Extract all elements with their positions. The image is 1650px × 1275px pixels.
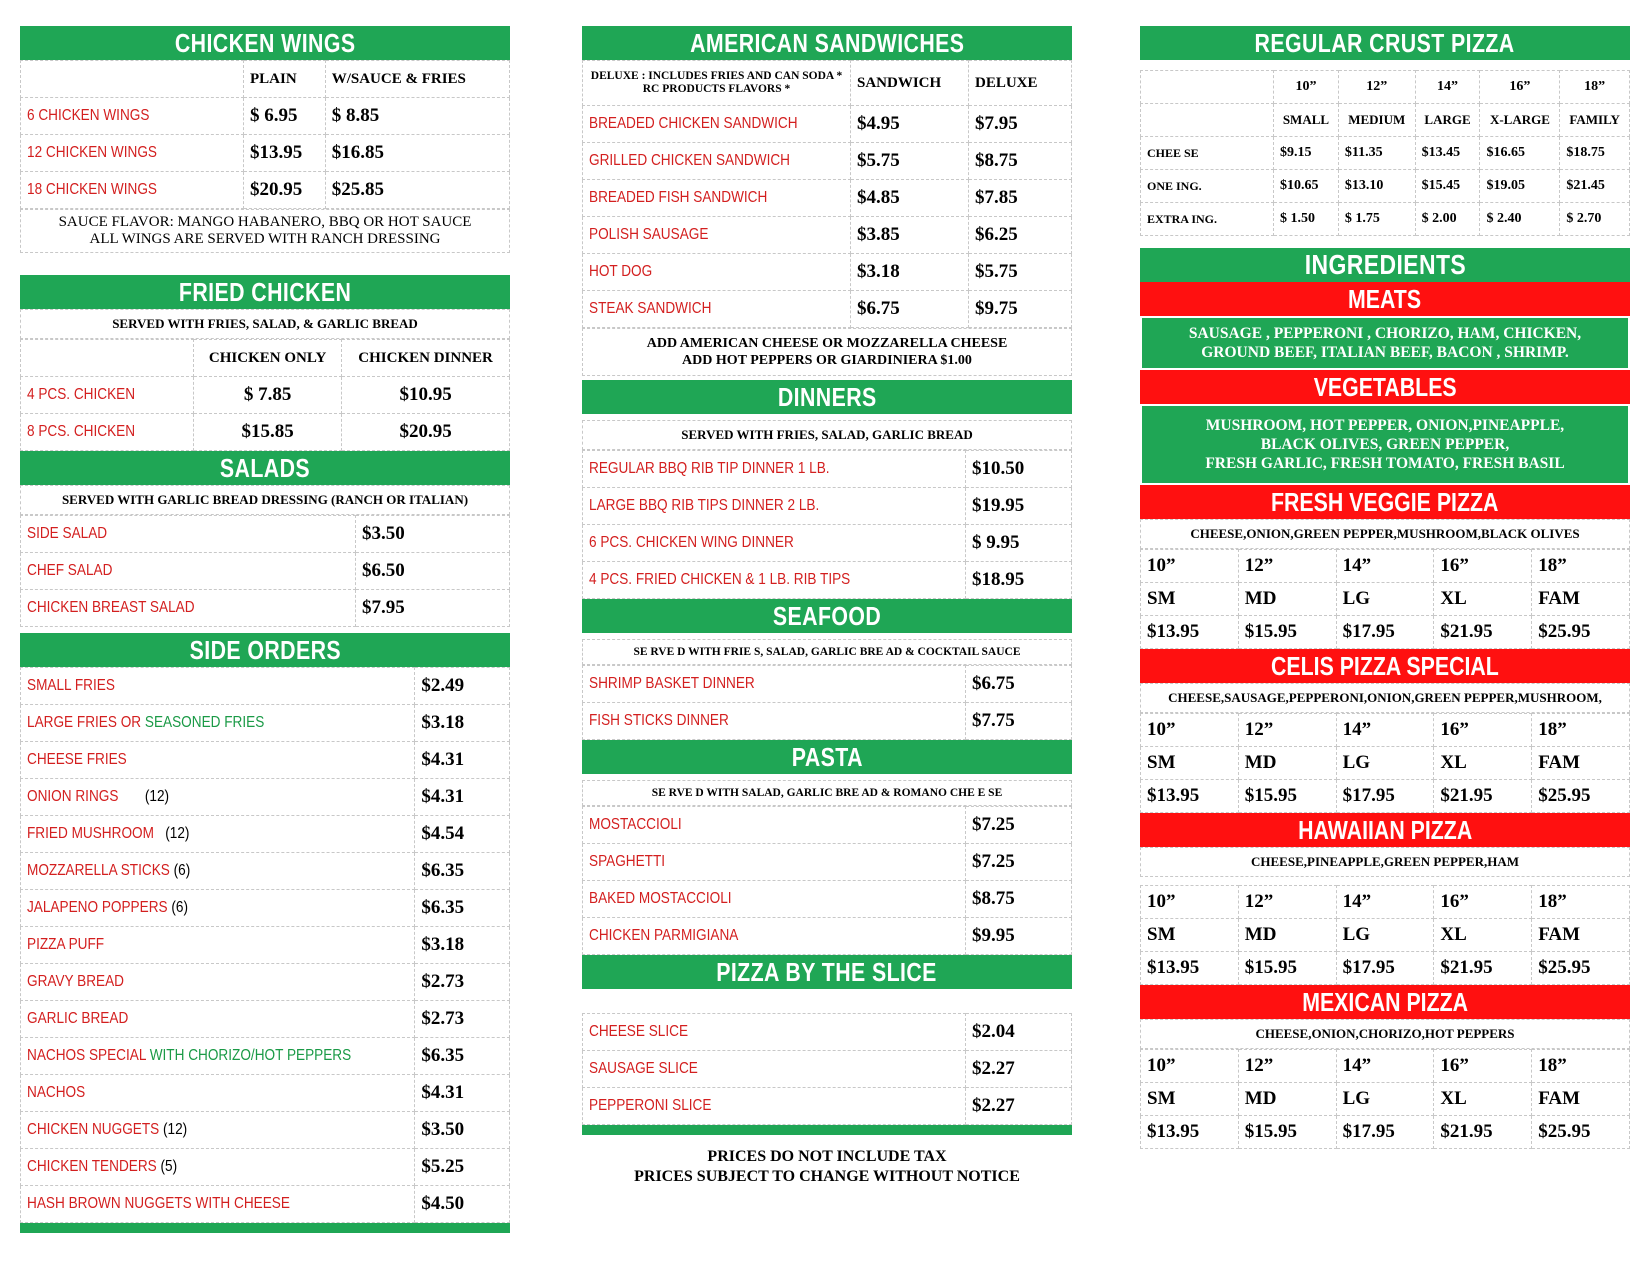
pizza-price: $9.15 bbox=[1274, 137, 1339, 170]
size-name: FAM bbox=[1532, 919, 1630, 952]
table-row bbox=[583, 881, 1072, 918]
menu-item-name: ONION RINGS (12) bbox=[21, 779, 415, 816]
pizza-description: CHEESE,PINEAPPLE,GREEN PEPPER,HAM bbox=[1140, 847, 1630, 877]
menu-item-price: $4.50 bbox=[415, 1186, 510, 1223]
table-row bbox=[583, 918, 1072, 955]
table-row bbox=[583, 525, 1072, 562]
pizza-price: $13.95 bbox=[1141, 780, 1239, 813]
size-label: 10” bbox=[1141, 550, 1239, 583]
table-row bbox=[21, 414, 510, 451]
table-row bbox=[21, 1075, 510, 1112]
pizza-price: $ 1.75 bbox=[1338, 203, 1415, 236]
chicken-wings-header: CHICKEN WINGS bbox=[20, 26, 510, 60]
table-row bbox=[583, 703, 1072, 740]
size-name: LARGE bbox=[1415, 104, 1480, 137]
size-name: LG bbox=[1336, 583, 1434, 616]
menu-item-name: LARGE BBQ RIB TIPS DINNER 2 LB. bbox=[583, 488, 966, 525]
pizza-price: $10.65 bbox=[1274, 170, 1339, 203]
size-label: 16” bbox=[1434, 886, 1532, 919]
size-label: 18” bbox=[1560, 71, 1630, 104]
size-name: MD bbox=[1238, 1083, 1336, 1116]
sandwiches-table bbox=[582, 60, 1072, 328]
celis-pizza-special-header: CELIS PIZZA SPECIAL bbox=[1140, 649, 1630, 683]
celis-price-grid bbox=[1140, 713, 1630, 813]
menu-item-name: FISH STICKS DINNER bbox=[583, 703, 966, 740]
size-label: 14” bbox=[1336, 714, 1434, 747]
table-row bbox=[21, 135, 510, 172]
size-name: LG bbox=[1336, 747, 1434, 780]
table-row bbox=[583, 254, 1072, 291]
pizza-price: $13.45 bbox=[1415, 137, 1480, 170]
menu-item-price: $3.18 bbox=[415, 705, 510, 742]
menu-item-price: $7.75 bbox=[966, 703, 1072, 740]
slice-table bbox=[582, 1013, 1072, 1125]
size-name: LG bbox=[1336, 1083, 1434, 1116]
menu-item-price: $7.25 bbox=[966, 807, 1072, 844]
pizza-description: CHEESE,SAUSAGE,PEPPERONI,ONION,GREEN PEPPER,MUSHROOM, bbox=[1140, 683, 1630, 713]
menu-item-name: FRIED MUSHROOM (12) bbox=[21, 816, 415, 853]
col-deluxe: DELUXE bbox=[969, 61, 1072, 106]
menu-item-name: SHRIMP BASKET DINNER bbox=[583, 666, 966, 703]
salads-header: SALADS bbox=[20, 451, 510, 485]
sandwich-add-ons: ADD AMERICAN CHEESE OR MOZZARELLA CHEESE ADD HOT PEPPERS OR GIARDINIERA $1.00 bbox=[582, 328, 1072, 376]
hawaiian-pizza-header: HAWAIIAN PIZZA bbox=[1140, 813, 1630, 847]
size-name: SM bbox=[1141, 747, 1239, 780]
size-label: 14” bbox=[1415, 71, 1480, 104]
menu-item-name: HOT DOG bbox=[583, 254, 851, 291]
table-row bbox=[1141, 137, 1630, 170]
pasta-header: PASTA bbox=[582, 740, 1072, 774]
menu-item-price: $ 7.85 bbox=[194, 377, 342, 414]
menu-item-price: $5.75 bbox=[851, 143, 969, 180]
american-sandwiches-header: AMERICAN SANDWICHES bbox=[582, 26, 1072, 60]
menu-item-name: 4 PCS. FRIED CHICKEN & 1 LB. RIB TIPS bbox=[583, 562, 966, 599]
table-row bbox=[21, 705, 510, 742]
menu-item-price: $6.75 bbox=[966, 666, 1072, 703]
pizza-price: $25.95 bbox=[1532, 1116, 1630, 1149]
regular-crust-pizza-header: REGULAR CRUST PIZZA bbox=[1140, 26, 1630, 60]
menu-item-price: $18.95 bbox=[966, 562, 1072, 599]
pizza-by-slice-header: PIZZA BY THE SLICE bbox=[582, 955, 1072, 989]
size-name: XL bbox=[1434, 919, 1532, 952]
menu-item-price: $7.25 bbox=[966, 844, 1072, 881]
seafood-header: SEAFOOD bbox=[582, 599, 1072, 633]
pizza-row-label: ONE ING. bbox=[1141, 170, 1274, 203]
size-name: XL bbox=[1434, 1083, 1532, 1116]
size-label: 16” bbox=[1434, 1050, 1532, 1083]
table-row bbox=[583, 666, 1072, 703]
size-name: MD bbox=[1238, 747, 1336, 780]
table-row bbox=[21, 1149, 510, 1186]
ingredients-header: INGREDIENTS bbox=[1140, 248, 1630, 282]
pizza-price: $16.65 bbox=[1480, 137, 1560, 170]
menu-item-price: $20.95 bbox=[342, 414, 510, 451]
menu-item-price: $6.75 bbox=[851, 291, 969, 328]
fresh-veggie-price-grid bbox=[1140, 549, 1630, 649]
menu-item-name: NACHOS SPECIAL WITH CHORIZO/HOT PEPPERS bbox=[21, 1038, 415, 1075]
table-row bbox=[21, 1038, 510, 1075]
menu-item-price: $6.50 bbox=[356, 553, 510, 590]
menu-item-name: 8 PCS. CHICKEN bbox=[21, 414, 194, 451]
menu-item-name: SPAGHETTI bbox=[583, 844, 966, 881]
pizza-price: $ 2.40 bbox=[1480, 203, 1560, 236]
menu-item-price: $2.27 bbox=[966, 1088, 1072, 1125]
menu-item-price: $5.75 bbox=[969, 254, 1072, 291]
pizza-price: $21.45 bbox=[1560, 170, 1630, 203]
fried-chicken-header: FRIED CHICKEN bbox=[20, 275, 510, 309]
table-row bbox=[583, 562, 1072, 599]
size-label: 12” bbox=[1238, 714, 1336, 747]
menu-item-price: $3.50 bbox=[415, 1112, 510, 1149]
salads-note: SERVED WITH GARLIC BREAD DRESSING (RANCH OR ITALIAN) bbox=[20, 485, 510, 515]
vegetables-header: VEGETABLES bbox=[1140, 370, 1630, 404]
size-label: 16” bbox=[1434, 714, 1532, 747]
menu-item-name: POLISH SAUSAGE bbox=[583, 217, 851, 254]
vegetables-list: MUSHROOM, HOT PEPPER, ONION,PINEAPPLE, BLACK OLIVES, GREEN PEPPER, FRESH GARLIC, FRESH TOMATO, FRESH BASIL bbox=[1142, 406, 1628, 483]
menu-item-price: $3.50 bbox=[356, 516, 510, 553]
col-sandwich: SANDWICH bbox=[851, 61, 969, 106]
menu-item-price: $2.04 bbox=[966, 1014, 1072, 1051]
size-label: 12” bbox=[1238, 886, 1336, 919]
table-row bbox=[583, 1014, 1072, 1051]
size-label: 18” bbox=[1532, 1050, 1630, 1083]
table-row bbox=[21, 377, 510, 414]
pizza-price: $13.10 bbox=[1338, 170, 1415, 203]
pizza-price: $ 2.70 bbox=[1560, 203, 1630, 236]
menu-item-price: $16.85 bbox=[325, 135, 509, 172]
table-row bbox=[583, 807, 1072, 844]
deluxe-note: DELUXE : INCLUDES FRIES AND CAN SODA * RC PRODUCTS FLAVORS * bbox=[583, 61, 851, 106]
menu-item-price: $5.25 bbox=[415, 1149, 510, 1186]
size-name: FAM bbox=[1532, 1083, 1630, 1116]
size-name: FAM bbox=[1532, 747, 1630, 780]
menu-item-price: $ 6.95 bbox=[244, 98, 326, 135]
table-row bbox=[21, 98, 510, 135]
menu-item-price: $6.35 bbox=[415, 890, 510, 927]
pizza-price: $15.95 bbox=[1238, 780, 1336, 813]
menu-item-price: $6.25 bbox=[969, 217, 1072, 254]
menu-item-price: $25.85 bbox=[325, 172, 509, 209]
menu-item-price: $7.95 bbox=[356, 590, 510, 627]
left-column bbox=[20, 26, 510, 1233]
table-row bbox=[583, 180, 1072, 217]
table-row bbox=[583, 291, 1072, 328]
menu-item-name: CHICKEN TENDERS (5) bbox=[21, 1149, 415, 1186]
menu-item-price: $4.85 bbox=[851, 180, 969, 217]
pizza-price: $15.95 bbox=[1238, 952, 1336, 985]
meats-list: SAUSAGE , PEPPERONI , CHORIZO, HAM, CHICKEN, GROUND BEEF, ITALIAN BEEF, BACON , SHRIMP. bbox=[1142, 318, 1628, 368]
dinners-table bbox=[582, 450, 1072, 599]
menu-item-name: REGULAR BBQ RIB TIP DINNER 1 LB. bbox=[583, 451, 966, 488]
price-disclaimer: PRICES DO NOT INCLUDE TAX PRICES SUBJECT TO CHANGE WITHOUT NOTICE bbox=[634, 1148, 1020, 1185]
size-name: MD bbox=[1238, 583, 1336, 616]
menu-item-name: GRAVY BREAD bbox=[21, 964, 415, 1001]
menu-item-name: CHEF SALAD bbox=[21, 553, 356, 590]
pizza-price: $21.95 bbox=[1434, 616, 1532, 649]
section-divider bbox=[582, 1125, 1072, 1135]
menu-item-price: $4.54 bbox=[415, 816, 510, 853]
table-row bbox=[21, 1186, 510, 1223]
menu-item-price: $3.85 bbox=[851, 217, 969, 254]
menu-item-price: $10.50 bbox=[966, 451, 1072, 488]
pizza-price: $ 2.00 bbox=[1415, 203, 1480, 236]
col-plain: PLAIN bbox=[244, 61, 326, 98]
middle-column bbox=[582, 26, 1072, 1187]
seafood-note: SE RVE D WITH FRIE S, SALAD, GARLIC BRE AD & COCKTAIL SAUCE bbox=[582, 639, 1072, 665]
menu-item-price: $9.95 bbox=[966, 918, 1072, 955]
size-label: 12” bbox=[1238, 550, 1336, 583]
menu-item-name: CHICKEN BREAST SALAD bbox=[21, 590, 356, 627]
menu-item-name: CHICKEN NUGGETS (12) bbox=[21, 1112, 415, 1149]
menu-item-name: MOZZARELLA STICKS (6) bbox=[21, 853, 415, 890]
regular-pizza-table bbox=[1140, 70, 1630, 236]
menu-item-price: $7.85 bbox=[969, 180, 1072, 217]
menu-item-name: BREADED FISH SANDWICH bbox=[583, 180, 851, 217]
fresh-veggie-pizza-header: FRESH VEGGIE PIZZA bbox=[1140, 485, 1630, 519]
menu-item-name: 6 PCS. CHICKEN WING DINNER bbox=[583, 525, 966, 562]
size-name: FAM bbox=[1532, 583, 1630, 616]
size-name: FAMILY bbox=[1560, 104, 1630, 137]
pizza-price: $17.95 bbox=[1336, 616, 1434, 649]
menu-item-price: $20.95 bbox=[244, 172, 326, 209]
size-label: 18” bbox=[1532, 886, 1630, 919]
menu-item-price: $2.73 bbox=[415, 964, 510, 1001]
menu-item-price: $13.95 bbox=[244, 135, 326, 172]
pizza-price: $15.45 bbox=[1415, 170, 1480, 203]
menu-item-price: $2.73 bbox=[415, 1001, 510, 1038]
menu-item-name: SAUSAGE SLICE bbox=[583, 1051, 966, 1088]
size-name: MEDIUM bbox=[1338, 104, 1415, 137]
table-row bbox=[21, 516, 510, 553]
menu-item-price: $4.31 bbox=[415, 1075, 510, 1112]
size-label: 14” bbox=[1336, 886, 1434, 919]
size-name: SM bbox=[1141, 583, 1239, 616]
menu-item-price: $8.75 bbox=[966, 881, 1072, 918]
mexican-price-grid bbox=[1140, 1049, 1630, 1149]
pizza-row-label: EXTRA ING. bbox=[1141, 203, 1274, 236]
menu-item-name: MOSTACCIOLI bbox=[583, 807, 966, 844]
size-name: SM bbox=[1141, 1083, 1239, 1116]
menu-item-price: $ 9.95 bbox=[966, 525, 1072, 562]
pizza-price: $21.95 bbox=[1434, 952, 1532, 985]
size-name: XL bbox=[1434, 583, 1532, 616]
section-divider bbox=[20, 1223, 510, 1233]
menu-item-price: $6.35 bbox=[415, 1038, 510, 1075]
menu-item-price: $7.95 bbox=[969, 106, 1072, 143]
dinners-note: SERVED WITH FRIES, SALAD, GARLIC BREAD bbox=[582, 420, 1072, 450]
pizza-price: $11.35 bbox=[1338, 137, 1415, 170]
table-row bbox=[1141, 170, 1630, 203]
side-orders-header: SIDE ORDERS bbox=[20, 633, 510, 667]
table-row bbox=[583, 488, 1072, 525]
menu-item-price: $4.31 bbox=[415, 742, 510, 779]
fried-chicken-note: SERVED WITH FRIES, SALAD, & GARLIC BREAD bbox=[20, 309, 510, 339]
pizza-price: $15.95 bbox=[1238, 1116, 1336, 1149]
seafood-table bbox=[582, 665, 1072, 740]
pasta-note: SE RVE D WITH SALAD, GARLIC BRE AD & ROMANO CHE E SE bbox=[582, 780, 1072, 806]
pizza-price: $25.95 bbox=[1532, 780, 1630, 813]
pizza-price: $13.95 bbox=[1141, 616, 1239, 649]
table-row bbox=[583, 1051, 1072, 1088]
pizza-row-label: CHEE SE bbox=[1141, 137, 1274, 170]
menu-item-price: $4.31 bbox=[415, 779, 510, 816]
table-row bbox=[583, 143, 1072, 180]
table-row bbox=[21, 742, 510, 779]
table-row bbox=[21, 779, 510, 816]
pizza-description: CHEESE,ONION,CHORIZO,HOT PEPPERS bbox=[1140, 1019, 1630, 1049]
size-name: XL bbox=[1434, 747, 1532, 780]
menu-item-price: $2.49 bbox=[415, 668, 510, 705]
table-row bbox=[1141, 203, 1630, 236]
size-name: SM bbox=[1141, 919, 1239, 952]
pizza-price: $13.95 bbox=[1141, 952, 1239, 985]
menu-item-name: SIDE SALAD bbox=[21, 516, 356, 553]
table-row bbox=[21, 816, 510, 853]
pizza-price: $17.95 bbox=[1336, 952, 1434, 985]
pizza-price: $13.95 bbox=[1141, 1116, 1239, 1149]
table-row bbox=[21, 172, 510, 209]
table-row bbox=[583, 1088, 1072, 1125]
menu-item-price: $ 8.85 bbox=[325, 98, 509, 135]
menu-item-name: 4 PCS. CHICKEN bbox=[21, 377, 194, 414]
menu-item-price: $6.35 bbox=[415, 853, 510, 890]
table-row bbox=[21, 668, 510, 705]
table-row bbox=[21, 853, 510, 890]
pasta-table bbox=[582, 806, 1072, 955]
size-name: LG bbox=[1336, 919, 1434, 952]
size-label: 12” bbox=[1238, 1050, 1336, 1083]
menu-item-name: 6 CHICKEN WINGS bbox=[21, 98, 244, 135]
menu-item-price: $10.95 bbox=[342, 377, 510, 414]
pizza-price: $19.05 bbox=[1480, 170, 1560, 203]
table-row bbox=[21, 1112, 510, 1149]
wings-note: SAUCE FLAVOR: MANGO HABANERO, BBQ OR HOT SAUCE ALL WINGS ARE SERVED WITH RANCH DRESSING bbox=[20, 209, 510, 253]
menu-item-price: $19.95 bbox=[966, 488, 1072, 525]
size-label: 10” bbox=[1141, 1050, 1239, 1083]
pizza-price: $21.95 bbox=[1434, 1116, 1532, 1149]
pizza-price: $17.95 bbox=[1336, 780, 1434, 813]
fried-chicken-table bbox=[20, 339, 510, 451]
pizza-price: $17.95 bbox=[1336, 1116, 1434, 1149]
menu-item-price: $3.18 bbox=[851, 254, 969, 291]
size-label: 14” bbox=[1336, 550, 1434, 583]
menu-item-name: LARGE FRIES OR SEASONED FRIES bbox=[21, 705, 415, 742]
pizza-price: $ 1.50 bbox=[1274, 203, 1339, 236]
menu-item-price: $15.85 bbox=[194, 414, 342, 451]
pizza-description: CHEESE,ONION,GREEN PEPPER,MUSHROOM,BLACK OLIVES bbox=[1140, 519, 1630, 549]
table-row bbox=[21, 890, 510, 927]
menu-item-name: GARLIC BREAD bbox=[21, 1001, 415, 1038]
menu-item-price: $4.95 bbox=[851, 106, 969, 143]
hawaiian-price-grid bbox=[1140, 885, 1630, 985]
pizza-price: $18.75 bbox=[1560, 137, 1630, 170]
right-column bbox=[1140, 26, 1630, 1149]
chicken-wings-table bbox=[20, 60, 510, 209]
table-row bbox=[21, 964, 510, 1001]
menu-item-name: STEAK SANDWICH bbox=[583, 291, 851, 328]
side-orders-table bbox=[20, 667, 510, 1223]
table-row bbox=[583, 217, 1072, 254]
table-row bbox=[583, 844, 1072, 881]
size-name: MD bbox=[1238, 919, 1336, 952]
menu-item-price: $2.27 bbox=[966, 1051, 1072, 1088]
pizza-price: $25.95 bbox=[1532, 616, 1630, 649]
table-row bbox=[21, 590, 510, 627]
size-label: 10” bbox=[1141, 714, 1239, 747]
size-label: 10” bbox=[1274, 71, 1339, 104]
table-row bbox=[21, 553, 510, 590]
menu-item-name: BAKED MOSTACCIOLI bbox=[583, 881, 966, 918]
salads-table bbox=[20, 515, 510, 627]
col-chicken-dinner: CHICKEN DINNER bbox=[342, 340, 510, 377]
pizza-price: $21.95 bbox=[1434, 780, 1532, 813]
pizza-price: $25.95 bbox=[1532, 952, 1630, 985]
size-name: SMALL bbox=[1274, 104, 1339, 137]
size-label: 12” bbox=[1338, 71, 1415, 104]
table-row bbox=[583, 106, 1072, 143]
size-label: 16” bbox=[1434, 550, 1532, 583]
menu-item-name: SMALL FRIES bbox=[21, 668, 415, 705]
table-row bbox=[583, 451, 1072, 488]
menu-item-name: PIZZA PUFF bbox=[21, 927, 415, 964]
size-label: 10” bbox=[1141, 886, 1239, 919]
menu-item-price: $3.18 bbox=[415, 927, 510, 964]
size-name: X-LARGE bbox=[1480, 104, 1560, 137]
menu-item-name: 18 CHICKEN WINGS bbox=[21, 172, 244, 209]
table-row bbox=[21, 927, 510, 964]
menu-item-price: $9.75 bbox=[969, 291, 1072, 328]
menu-item-price: $8.75 bbox=[969, 143, 1072, 180]
mexican-pizza-header: MEXICAN PIZZA bbox=[1140, 985, 1630, 1019]
menu-item-name: BREADED CHICKEN SANDWICH bbox=[583, 106, 851, 143]
menu-item-name: CHEESE SLICE bbox=[583, 1014, 966, 1051]
menu-item-name: NACHOS bbox=[21, 1075, 415, 1112]
table-row bbox=[21, 1001, 510, 1038]
size-label: 14” bbox=[1336, 1050, 1434, 1083]
menu-item-name: JALAPENO POPPERS (6) bbox=[21, 890, 415, 927]
menu-item-name: CHICKEN PARMIGIANA bbox=[583, 918, 966, 955]
col-sauce-fries: W/SAUCE & FRIES bbox=[325, 61, 509, 98]
menu-item-name: HASH BROWN NUGGETS WITH CHEESE bbox=[21, 1186, 415, 1223]
size-label: 16” bbox=[1480, 71, 1560, 104]
size-label: 18” bbox=[1532, 714, 1630, 747]
menu-item-name: 12 CHICKEN WINGS bbox=[21, 135, 244, 172]
col-chicken-only: CHICKEN ONLY bbox=[194, 340, 342, 377]
dinners-header: DINNERS bbox=[582, 380, 1072, 414]
meats-header: MEATS bbox=[1140, 282, 1630, 316]
size-label: 18” bbox=[1532, 550, 1630, 583]
pizza-price: $15.95 bbox=[1238, 616, 1336, 649]
menu-item-name: CHEESE FRIES bbox=[21, 742, 415, 779]
menu-item-name: GRILLED CHICKEN SANDWICH bbox=[583, 143, 851, 180]
menu-item-name: PEPPERONI SLICE bbox=[583, 1088, 966, 1125]
